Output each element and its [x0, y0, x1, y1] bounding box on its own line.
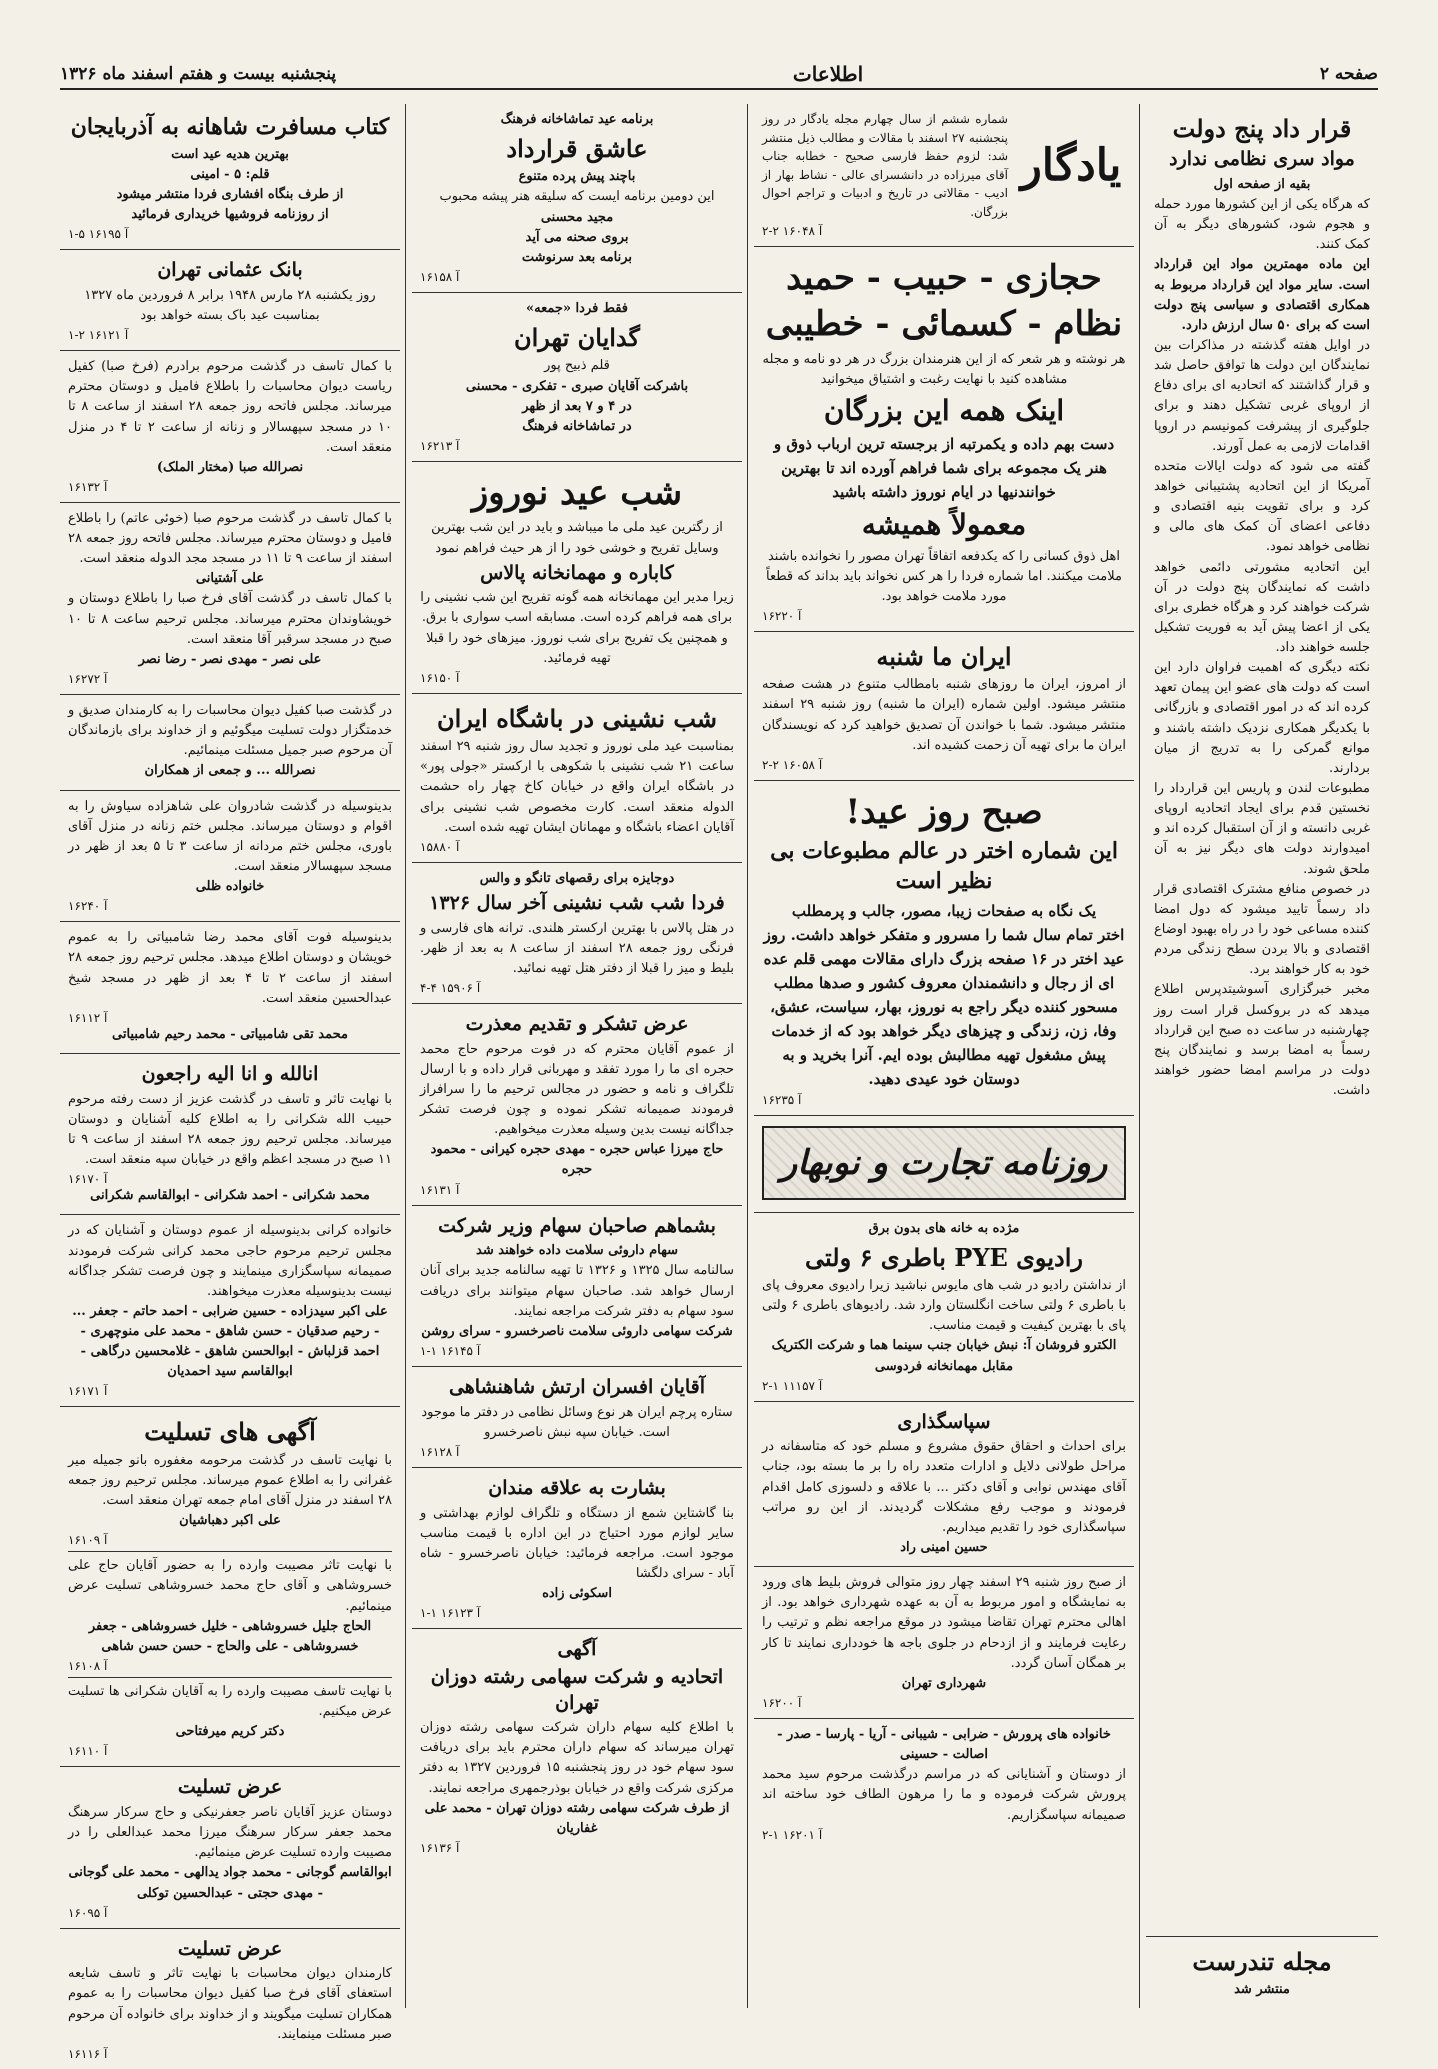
ad-reshte [412, 1629, 742, 1863]
ad-code: ۱۶۲۰۰ آ [762, 1696, 802, 1711]
column-two [754, 104, 1134, 2008]
ad-code: ۱-۵ ۱۶۱۹۵ آ [68, 227, 129, 242]
ad-code: ۱۶۱۱۶ آ [68, 2046, 108, 2061]
ad-subtitle: این شماره اختر در عالم مطبوعات بی نظیر است [770, 838, 1118, 894]
ad-code: ۱۶۱۳۱ آ [420, 1182, 460, 1197]
ad-text: بدینوسیله فوت آقای محمد رضا شامبیاتی را به عموم خویشان و دوستان اطلاع میدهد. مجلس ترحیم روز جمعه ۲۸ اسفند از ساعت ۲ تا ۴ بعد از ظهر در مسجد شیخ عبدالحسین منعقد است. [68, 930, 392, 1006]
ad-text: از رگترین عید ملی ما میباشد و باید در این شب بهترین وسایل تفریح و خوشی خود را از هر حیث فراهم نمود [431, 520, 723, 556]
ad-title: بانک عثمانی تهران [157, 259, 303, 282]
column-rule [405, 104, 406, 2008]
ad-signature: از طرف شرکت سهامی رشته دوزان تهران - محمد علی غفاریان [424, 1800, 730, 1836]
ad-farhang [412, 104, 742, 293]
news-continued: بقیه از صفحه اول [1213, 176, 1311, 192]
ad-yadegar [754, 104, 1134, 247]
divider [68, 1677, 392, 1678]
ad-signature: دکتر کریم میرفتاحی [175, 1724, 285, 1740]
news-paragraph: این ماده مهمترین مواد این قرارداد است. سایر مواد این قرارداد مربوط به همکاری اقتصادی و سیاسی پنج دولت است که برای ۵۰ سال ارزش دارد. [1154, 257, 1370, 333]
ad-text: با نهایت تاثر مصیبت وارده را به حضور آقایان حاج علی خسروشاهی و آقای حاج محمد خسروشاهی تسلیت عرض مینمائیم. [68, 1558, 392, 1614]
ad-title: بشارت به علاقه مندان [488, 1476, 666, 1499]
ad-text: با اطلاع کلیه سهام داران شرکت سهامی رشته دوزان تهران میرساند که سهام داران محترم باید برای دریافت سود سهام خود در روز پنجشنبه ۱۵ فروردین ۱۳۲۷ به دفتر مرکزی شرکت واقع در خیابان بوذرجمهری مراجعه نمایند. [420, 1720, 735, 1796]
ad-text: در ۴ و ۷ بعد از ظهر [522, 398, 632, 414]
ad-name: مجید محسنی [540, 209, 614, 225]
ad-bank [60, 250, 400, 351]
news-subtitle: مواد سری نظامی ندارد [1169, 148, 1355, 171]
ad-thanks-hojre [412, 1004, 742, 1206]
ad-code: ۲-۱ ۱۱۱۵۷ آ [762, 1378, 823, 1393]
column-three [412, 104, 742, 2008]
ad-signature: اسکوئی زاده [542, 1586, 612, 1602]
ad-signature: شرکت سهامی داروئی سلامت ناصرخسرو - سرای روشن [421, 1323, 733, 1339]
ad-text: برای احداث و احقاق حقوق مشروع و مسلم خود که متاسفانه در مراحل طولانی دلایل و ادارات متعدد راه را بر ما بسته بود، جناب آقای مهندس نوابی و آقای دکتر ... با علاقه و دلسوزی کامل اقدام فرمودند و موجب رفع مشکلات گردیدند. از این رو مراتب سپاسگذاری خود را تقدیم میداریم. [762, 1439, 1126, 1535]
ad-text: در گذشت صبا کفیل دیوان محاسبات را به کارمندان صدیق و خدمتگزار دولت تسلیت میگوئیم و از خداوند برای بازماندگان آن مرحوم صبر جمیل مسئلت مینمائیم. [68, 703, 392, 759]
ad-family [754, 1719, 1134, 1850]
ad-text: اختر تمام سال شما را مسرور و متفکر خواهد داشت. روز عید اختر در ۱۶ صفحه بزرگ دارای مقالات مهمی قلم عده ای از رجال و دانشمندان معروف کشور و صدها مطلب مسحور کننده دیگر راجع به نوروز، بهار، سیاست، عشق، وفا، زن، زندگی و چیزهای دیگر خواهد بود که از خدمات پیش مشغول تهیه مطالبش بوده ایم. آنرا بخرید و به دوستان خود عیدی دهید. [763, 925, 1125, 1088]
ad-signature: ابوالقاسم گوجانی - محمد جواد یدالهی - محمد علی گوجانی - مهدی حجتی - عبدالحسین توکلی [68, 1865, 392, 1901]
ad-signature: نصرالله صبا (مختار الملک) [156, 459, 304, 475]
ad-text: با نهایت تاثر و تاسف در گذشت عزیز از دست رفته مرحوم حبیب الله شکرانی را به اطلاع کلیه آشنایان و دوستان میرساند. مجلس ترحیم روز جمعه ۲۸ اسفند از ساعت ۹ تا ۱۱ صبح در مسجد اعظم واقع در خیابان سپه منعقد است. [68, 1091, 392, 1168]
column-four [60, 104, 400, 2061]
ad-title: مژده به خانه های بدون برق [868, 1220, 1020, 1236]
ad-banner [754, 1116, 1134, 1213]
ad-obit-saba-2 [60, 503, 400, 695]
ad-obit-saba [60, 351, 400, 503]
ad-signature: علی اکبر دهباشیان [179, 1513, 281, 1529]
ad-signature: علی آشتیانی [195, 571, 265, 587]
ad-code: ۱۶۲۲۰ آ [762, 609, 802, 624]
masthead [60, 60, 1378, 90]
ad-code: ۱۶۱۱۰ آ [68, 1744, 108, 1759]
ad-text: از روزنامه فروشیها خریداری فرمائید [131, 207, 329, 223]
paper-name: اطلاعات [792, 62, 864, 86]
ad-iran-ma [754, 632, 1134, 781]
column-news [1146, 104, 1378, 2008]
ad-text: با نهایت تاسف در گذشت مرحومه مغفوره بانو جمیله میر غفرانی را به اطلاع عموم میرساند. مجلس ترحیم روز جمعه ۲۸ اسفند در منزل آقای امام جمعه تهران منعقد است. [68, 1452, 392, 1508]
news-paragraph: نکته دیگری که اهمیت فراوان دارد این است که دولت های عضو این پیمان تعهد کرده اند که در امور اقتصادی و بازرگانی با یکدیگر همکاری نزدیک داشته باشند و موانع گمرکی را به تدریج از میان بردارند. [1154, 660, 1370, 776]
ad-text: الکترو فروشان آ: نبش خیابان جنب سینما هما و شرکت الکتریک مقابل مهمانخانه فردوسی [771, 1338, 1117, 1374]
ad-subtitle: اتحادیه و شرکت سهامی رشته دوزان تهران [430, 1665, 724, 1714]
page-number: صفحه ۲ [1319, 64, 1378, 84]
ad-title: شب نشینی در باشگاه ایران [436, 703, 718, 733]
ad-code: ۲-۱ ۱۶۲۰۱ آ [762, 1827, 823, 1842]
ad-text: روز یکشنبه ۲۸ مارس ۱۹۴۸ برابر ۸ فروردین ماه ۱۳۲۷ بمناسبت عید باک بسته خواهد بود [84, 287, 376, 323]
ad-text: کارمندان دیوان محاسبات با نهایت تاثر و تاسف شایعه استعفای آقای فرخ صبا کفیل دیوان محاسبات را به عموم همکاران تسلیت میگویند و از خداوند برای خانواده آن مرحوم صبر مسئلت مینمایند. [68, 1966, 392, 2042]
ad-text: برنامه بعد سرنوشت [521, 249, 633, 265]
ad-good-news [412, 1468, 742, 1629]
ad-headline: اینک همه این بزرگان [823, 393, 1065, 427]
ad-text: ستاره پرچم ایران هر نوع وسائل نظامی در دفتر ما موجود است. خیابان سپه نبش ناصرخسرو [421, 1404, 733, 1440]
ad-code: ۱-۱ ۱۶۱۲۳ آ [420, 1606, 481, 1621]
ad-text: از صبح روز شنبه ۲۹ اسفند چهار روز متوالی فروش بلیط های ورود به نمایشگاه و امور مربوط به آن به عهده شهرداری خواهد بود. از اهالی محترم تهران تقاضا میشود در موقع مراجعه نظم و ترتیب را رعایت فرمایند و از ازدحام در جلوی باجه ها خودداری نمایند تا کار بر همگان آسان گردد. [762, 1575, 1126, 1671]
ad-text: با نهایت تاسف مصیبت وارده را به آقایان شکرانی ها تسلیت عرض میکنیم. [68, 1683, 392, 1720]
ad-headline: گدایان تهران [514, 323, 640, 353]
ad-signature: حاج میرزا عباس حجره - مهدی حجره کیرانی - محمود حجره [430, 1142, 724, 1178]
ad-code: ۱۶۱۰۹ آ [68, 1533, 108, 1548]
ad-code: ۱۵۸۸۰ آ [420, 839, 460, 854]
ad-title: فردا شب شب نشینی آخر سال ۱۳۲۶ [429, 891, 725, 914]
column-rule [747, 104, 748, 2008]
ad-code: ۱۶۱۷۰ آ [68, 1172, 108, 1187]
ad-text: زیرا مدیر این مهمانخانه همه گونه تفریح این شب نشینی را برای همه فراهم کرده است. مسابقه اسب سواری با برق. و همچنین یک تفریح برای شب نوروز. میزهای خود را قبلا تهیه فرمائید. [420, 590, 734, 666]
ad-condolences [60, 1407, 400, 1767]
banner-logo: روزنامه تجارت و نوبهار [780, 1142, 1108, 1183]
ad-municipality [754, 1567, 1134, 1719]
ad-text: بهترین هدیه عید است [171, 146, 289, 162]
ad-text: بنا گاشتاین شمع از دستگاه و تلگراف لوازم بهداشتی و سایر لوازم مورد احتیاج در این اداره با قیمت مناسب موجود است. مراجعه فرمائید: خیابان ناصرخسرو - شاه آباد - سرای دلگشا [420, 1505, 734, 1581]
ad-code: ۱۶۲۴۰ آ [68, 899, 108, 914]
ad-salamat [412, 1206, 742, 1367]
ad-text: اهل ذوق کسانی را که یکدفعه اتفاقاً تهران مصور را نخوانده باشند ملامت میکنند. اما شماره فردا را هر کس نخواند باید بداند که قطعاً مورد ملامت خواهد بود. [766, 548, 1122, 604]
ad-names: حجازی - حبیب - حمید [786, 257, 1102, 298]
news-paragraph: مطبوعات لندن و پاریس این قرارداد را نخستین قدم برای ایجاد اتحادیه اروپای غربی دانسته و از آن استقبال کرده اند و امیدوارند دولت های دیگر نیز به آن ملحق شوند. [1154, 781, 1370, 877]
ad-thanks [754, 1402, 1134, 1567]
ad-code: ۱-۲ ۱۶۱۲۱ آ [68, 328, 129, 343]
ad-title: فقط فردا «جمعه» [525, 301, 628, 317]
ad-text: از دوستان و آشنایانی که در مراسم درگذشت مرحوم سید محمد پرورش شرکت فرموده و ما را مرهون الطاف خود ساخته اند صمیمانه سپاسگزاریم. [762, 1767, 1126, 1823]
ad-text: این دومین برنامه ایست که سلیقه هنر پیشه محبوب [439, 189, 715, 205]
ad-signature: محمد شکرانی - احمد شکرانی - ابوالقاسم شکرانی [90, 1188, 370, 1204]
news-paragraph: این اتحادیه مشورتی دائمی خواهد داشت که نمایندگان پنج دولت در آن شرکت خواهند کرد و هرگاه خطری برای یکی از اعضا پیش آید به فوریت تشکیل جلسه خواهند داد. [1154, 559, 1370, 656]
ad-text: در هتل پالاس با بهترین ارکستر هلندی. ترانه های فارسی و فرنگی روز جمعه ۲۸ اسفند از ساعت ۸ به بعد از ظهر. بلیط و میز را قبلا از دفتر هتل تهیه نمائید. [420, 920, 735, 976]
ad-code: ۴-۴ ۱۵۹۰۶ آ [420, 981, 481, 995]
ad-subtitle: یک نگاه به صفحات زیبا، مصور، جالب و پرمطلب [791, 901, 1097, 920]
ad-text: دوستان عزیز آقایان ناصر جعفرنیکی و حاج سرکار سرهنگ محمد جعفر سرکار سرهنگ میرزا محمد عبدالعلی را در مصیبت وارده تسلیت عرض مینمائیم. [68, 1805, 392, 1861]
news-paragraph: در خصوص منافع مشترک اقتصادی قرار داد رسماً تایید میشود که دول امضا کننده مساعی خود را در راه بهبود اوضاع اقتصادی و بالا بردن سطح زندگی مردم خود به کار خواهند برد. [1154, 881, 1370, 978]
ad-signature: خانواده ظلی [195, 879, 265, 895]
ad-text: از امروز، ایران ما روزهای شنبه بامطالب متنوع در هشت صفحه منتشر میشود. اولین شماره (ایران ما شنبه) روز شنبه ۲۹ اسفند منتشر میشود. شما با خواندن آن تصدیق خواهید کرد که نویسندگان ایران ما برای تهیه آن زحمت کشیده اند. [762, 677, 1126, 753]
ad-code: ۱۶۱۷۱ آ [68, 1384, 108, 1399]
ad-signature: حسین امینی راد [900, 1540, 988, 1556]
ad-text: خانواده کرانی بدینوسیله از عموم دوستان و آشنایان که در مجلس ترحیم مرحوم حاجی محمد کرانی شرکت فرمودند صمیمانه سپاسگزاری مینمایند و چون فرصت تشکر جداگانه نیست بدینوسیله معذرت میخواهند. [68, 1223, 392, 1299]
ad-title: عرض تسلیت [177, 1776, 283, 1799]
ad-condolence-1 [60, 1767, 400, 1928]
ad-thanks-karani [60, 1215, 400, 1407]
ad-text: از نداشتن رادیو در شب های مایوس نباشید زیرا رادیوی معروف پای با باطری ۶ ولتی ساخت انگلستان وارد شد. رادیوهای باطری ۶ ولتی پای با بهترین کیفیت و قیمت مناسب. [762, 1278, 1126, 1334]
ad-text: باچند پیش پرده متنوع [518, 169, 636, 185]
ad-title: صبح روز عید! [845, 791, 1043, 832]
ad-text: قلم: ۵ - امینی [190, 166, 270, 182]
ad-condolence-2 [60, 1929, 400, 2069]
ad-title: خانواده های پرورش - ضرابی - شیبانی - آریا - پارسا - صدر - اصالت - حسینی [777, 1727, 1111, 1763]
ad-title: یادگار [1020, 140, 1122, 192]
ad-signature: نصرالله ... و جمعی از همکاران [144, 763, 316, 779]
ad-text: قلم ذبیح پور [544, 358, 610, 374]
news-paragraph: در اوایل هفته گذشته در مذاکرات بین نمایندگان این دولت ها توافق حاصل شد و قرار گذاشتند که اتحادیه ای برای دفاع از اروپای غربی تشکیل دهند و برای جلوگیری از پیشرفت کمونیسم در اروپا اقدامات لازمی به عمل آورند. [1154, 337, 1370, 454]
ad-title: بشماهم صاحبان سهام وزیر شرکت [438, 1214, 716, 1237]
issue-date: پنجشنبه بیست و هفتم اسفند ماه ۱۳۲۶ [60, 64, 337, 84]
ad-title: کتاب مسافرت شاهانه به آذربایجان [70, 114, 390, 140]
ad-title: عرض تشکر و تقدیم معذرت [465, 1013, 689, 1035]
ad-radio [754, 1213, 1134, 1402]
ad-section-title: آگهی های تسلیت [144, 1417, 316, 1447]
ad-text: از طرف بنگاه افشاری فردا منتشر میشود [116, 186, 344, 202]
ad-headline: عاشق قرارداد [506, 134, 648, 164]
ad-code: ۱۶۱۳۲ آ [68, 479, 108, 494]
ad-text: از عموم آقایان محترم که در فوت مرحوم حاج محمد حجره ای ما را مورد تفقد و مهربانی قرار داده و با ارسال تلگراف و نامه و حضور در مجالس ترحیم ما را سرافراز فرمودند صمیمانه تشکر نموده و چون فرصت تشکر جداگانه نیست بدین وسیله معذرت میخواهیم. [420, 1041, 734, 1138]
ad-code: ۱-۱ ۱۶۱۴۵ آ [420, 1343, 481, 1358]
ad-title: ایران ما شنبه [876, 642, 1012, 672]
ad-signature: شهرداری تهران [901, 1675, 987, 1691]
ad-code: ۱۶۱۵۸ آ [420, 270, 460, 285]
ad-code: ۱۶۰۹۵ آ [68, 1905, 108, 1920]
ad-title: برنامه عید تماشاخانه فرهنگ [500, 112, 654, 127]
ad-text: هر نوشته و هر شعر که از این هنرمندان بزرگ در هر دو نامه و مجله مشاهده کنید با نهایت رغبت و اشتیاق میخوانید [762, 351, 1126, 387]
column-rule [1139, 104, 1140, 2008]
ad-code: ۲-۲ ۱۶۰۵۸ آ [762, 757, 823, 772]
ad-title: شب عید نوروز [471, 472, 683, 513]
ad-code: ۲-۲ ۱۶۰۴۸ آ [762, 223, 823, 238]
ad-title: عرض تسلیت [177, 1937, 283, 1960]
news-title: قرار داد پنج دولت [1172, 114, 1352, 143]
ad-text: شماره ششم از سال چهارم مجله یادگار در روز پنجشنبه ۲۷ اسفند با مقالات و مطالب ذیل منتشر شد: لزوم حفظ فارسی صحیح - خطابه جناب آقای میرزاده در دانشسرای عالی - نشاط بهار از ادیب - مقالاتی در تاریخ و ادبیات و تراجم احوال بزرگان. [762, 112, 1008, 219]
ad-obit-shokrani [60, 1054, 400, 1215]
ad-title: آقایان افسران ارتش شاهنشاهی [448, 1375, 706, 1398]
ad-headline: رادیوی PYE باطری ۶ ولتی [805, 1242, 1083, 1272]
ad-code: ۱۶۲۳۵ آ [762, 1092, 802, 1107]
news-paragraph: گفته می شود که دولت ایالات متحده آمریکا از این اتحادیه پشتیبانی خواهد کرد و برای تقویت بنیه اقتصادی و دفاعی اعضای آن کمک های مالی و نظامی خواهد نمود. [1154, 458, 1370, 555]
ad-subtitle: دوجایزه برای رقصهای تانگو و والس [479, 870, 675, 886]
ad-book [60, 104, 400, 250]
ad-text: دست بهم داده و یکمرتبه از برجسته ترین ارباب ذوق و هنر یک مجموعه برای شما فراهم آورده اند تا بهترین خوانندنیها در ایام نوروز داشته باشید [773, 435, 1115, 502]
ad-iran-club [412, 694, 742, 863]
ad-brand: کاباره و مهمانخانه پالاس [480, 561, 674, 584]
ad-signature: محمد تقی شامبیاتی - محمد رحیم شامبیاتی [111, 1026, 348, 1042]
news-paragraph: مخبر خبرگزاری آسوشیتدپرس اطلاع میدهد که در بروکسل قرار است روز چهارشنبه در ساعت ده صبح این قرارداد رسماً به امضا برسد و نمایندگان پنج دولت در مراسم امضا حضور خواهند داشت. [1154, 982, 1370, 1099]
ad-colleagues [60, 695, 400, 791]
ad-signature: علی نصر - مهدی نصر - رضا نصر [138, 651, 322, 667]
magazine-status: منتشر شد [1234, 1981, 1290, 1997]
ad-text: بمناسبت عید ملی نوروز و تجدید سال روز شنبه ۲۹ اسفند ساعت ۲۱ شب نشینی با شکوهی با ارکستر «جولی پور» در باشگاه ایران واقع در خیابان کاخ چهار راه حشمت الدوله منعقد است. کارت مخصوص شب نشینی برای آقایان اعضاء باشگاه و مهمانان ایشان تهیه شده است. [420, 739, 734, 835]
ad-signature: الحاج جلیل خسروشاهی - خلیل خسروشاهی - جعفر خسروشاهی - علی والحاج - حسن حسن شاهی [88, 1618, 372, 1654]
ad-text: با کمال تاسف در گذشت آقای فرخ صبا را باطلاع دوستان و خویشاوندان محترم میرساند. مجلس ترحیم ساعت ۸ تا ۱۰ صبح در مسجد سرقبر آقا منعقد است. [68, 591, 392, 647]
ad-text: با کمال تاسف در گذشت مرحوم برادرم (فرخ صبا) کفیل ریاست دیوان محاسبات را باطلاع فامیل و دوستان محترم میرساند. مجلس فاتحه روز جمعه ۲۸ اسفند از ساعت ۸ تا ۱۰ در مسجد سپهسالار و زنانه از ساعت ۲ تا ۴ در منزل منعقد است. [68, 359, 392, 455]
magazine-title: مجله تندرست [1192, 1946, 1332, 1976]
ad-code: ۱۶۱۳۶ آ [420, 1841, 460, 1855]
ad-palace-nowruz [412, 462, 742, 694]
ad-code: ۱۶۱۱۲ آ [68, 1010, 108, 1025]
ad-obit-shambiati [60, 922, 400, 1054]
ad-names: نظام - کسمائی - خطیبی [765, 304, 1123, 345]
ad-tehran-mosavar [754, 247, 1134, 632]
ad-hotel-palace [412, 863, 742, 1004]
ad-code: ۱۶۱۵۰ آ [420, 670, 460, 685]
ad-title: انالله و انا الیه راجعون [141, 1063, 319, 1086]
ad-text: بدینوسیله در گذشت شادروان علی شاهزاده سیاوش را به اقوام و دوستان میرساند. مجلس ختم زنانه در منزل آقای باوری، مجلس ختم مردانه از ساعت ۳ تا ۵ بعد از ظهر در مسجد سپهسالار منعقد است. [68, 798, 392, 875]
ad-officers [412, 1367, 742, 1468]
ad-akhtar [754, 781, 1134, 1116]
divider [68, 1551, 392, 1552]
ad-obit-zelli [60, 791, 400, 923]
news-paragraph: که هرگاه یکی از این کشورها مورد حمله و هجوم شود، کشورهای دیگر به آن کمک کنند. [1154, 196, 1370, 253]
ad-text: با کمال تاسف در گذشت مرحوم صبا (خوئی عاتم) را باطلاع فامیل و دوستان محترم میرساند. مجلس فاتحه روز جمعه ۲۸ اسفند از ساعت ۹ تا ۱۱ در مسجد مجد الدوله منعقد است. [68, 510, 392, 567]
ad-code: ۱۶۱۰۸ آ [68, 1658, 108, 1673]
ad-code: ۱۶۲۷۲ آ [68, 672, 108, 687]
ad-text: باشرکت آقایان صبری - تفکری - محسنی [465, 378, 689, 394]
ad-text: بروی صحنه می آید [525, 229, 629, 245]
ad-title: آگهی [557, 1638, 597, 1661]
ad-title: سپاسگذاری [897, 1410, 991, 1433]
ad-text: در تماشاخانه فرهنگ [522, 418, 632, 434]
ad-subtitle: سهام داروئی سلامت داده خواهند شد [476, 1243, 678, 1259]
ad-text: سالنامه سال ۱۳۲۵ و ۱۳۲۶ تا تهیه سالنامه جدید برای آنان ارسال خواهد شد. صاحبان سهام میتوانند برای دریافت سود سهام به دفتر شرکت مراجعه نمایند. [420, 1263, 734, 1319]
ad-signature: علی اکبر سیدزاده - حسین ضرابی - احمد حاتم - جعفر ... - رحیم صدقیان - حسن شاهق - محمد علی منوچهری - احمد قزلباش - ابوالحسن شاهق - غلامحسین درگاهی - ابوالقاسم سید احمدیان [72, 1303, 388, 1380]
ad-code: ۱۶۲۱۳ آ [420, 438, 460, 453]
ad-gedayan [412, 293, 742, 462]
ad-code: ۱۶۱۲۸ آ [420, 1444, 460, 1459]
ad-brand: معمولاً همیشه [861, 508, 1027, 542]
